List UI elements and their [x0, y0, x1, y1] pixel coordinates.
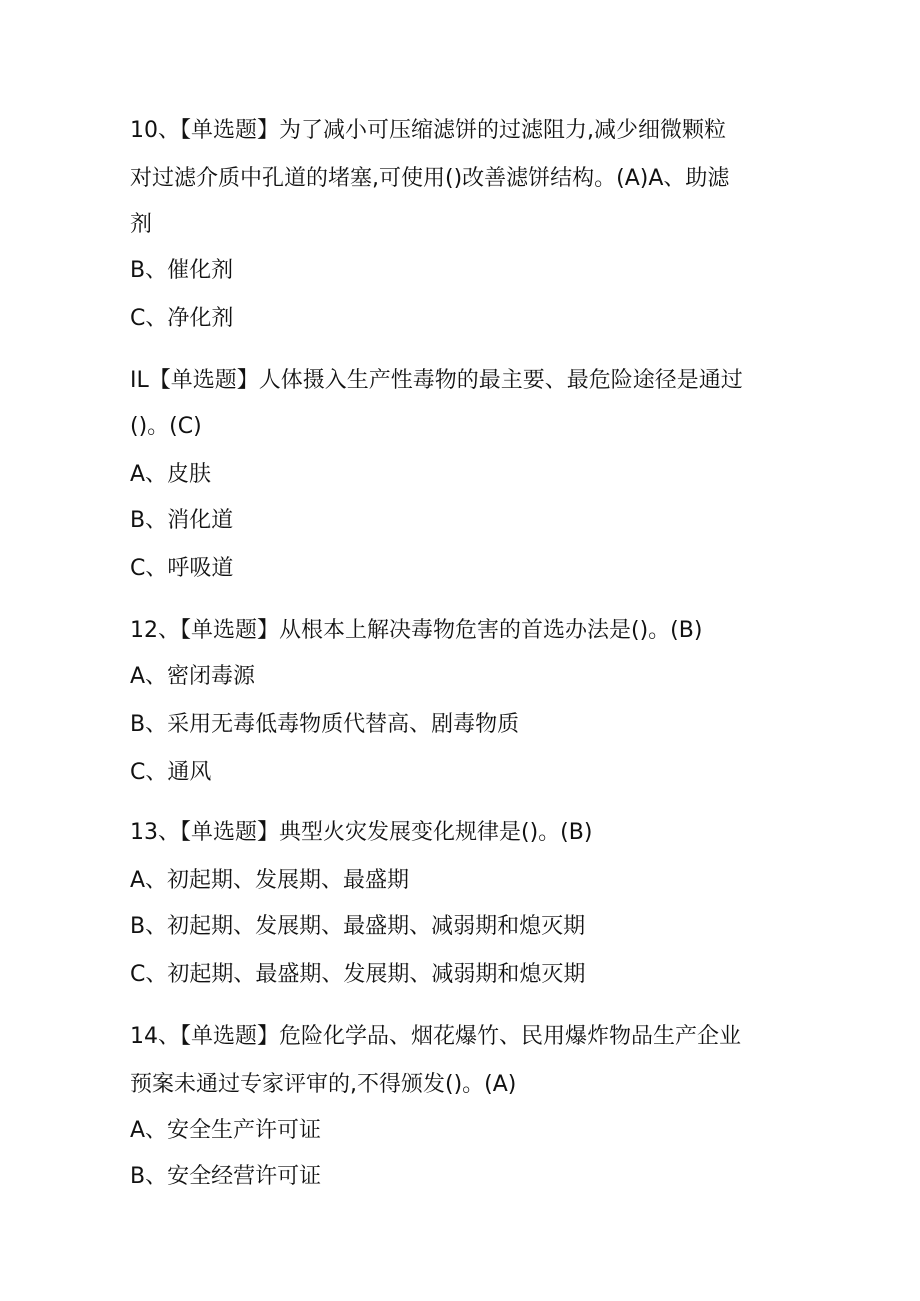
- question-11-option-c: C、呼吸道: [130, 556, 234, 581]
- question-14-stem-line-2: 预案未通过专家评审的,不得颁发()。(A): [130, 1072, 517, 1097]
- question-12-option-b: B、采用无毒低毒物质代替高、剧毒物质: [130, 712, 520, 737]
- question-12-option-a: A、密闭毒源: [130, 664, 256, 689]
- question-10-stem-line-2: 对过滤介质中孔道的堵塞,可使用()改善滤饼结构。(A)A、助滤: [130, 166, 730, 191]
- question-13-option-a: A、初起期、发展期、最盛期: [130, 868, 410, 893]
- question-12-option-c: C、通风: [130, 760, 212, 785]
- question-10-stem-line-1: 10、【单选题】为了减小可压缩滤饼的过滤阻力,减少细微颗粒: [130, 118, 726, 143]
- question-10-option-c: C、净化剂: [130, 306, 234, 331]
- question-14-option-a: A、安全生产许可证: [130, 1118, 322, 1143]
- question-13-option-b: B、初起期、发展期、最盛期、减弱期和熄灭期: [130, 914, 586, 939]
- question-11-stem-line-1: IL【单选题】人体摄入生产性毒物的最主要、最危险途径是通过: [130, 368, 743, 393]
- question-13-stem-line-1: 13、【单选题】典型火灾发展变化规律是()。(B): [130, 820, 593, 845]
- question-14-option-b: B、安全经营许可证: [130, 1164, 322, 1189]
- question-10-option-b: B、催化剂: [130, 258, 234, 283]
- question-14-stem-line-1: 14、【单选题】危险化学品、烟花爆竹、民用爆炸物品生产企业: [130, 1024, 741, 1049]
- question-13-option-c: C、初起期、最盛期、发展期、减弱期和熄灭期: [130, 962, 586, 987]
- question-11-stem-line-2: ()。(C): [130, 414, 202, 439]
- question-10-stem-line-3: 剂: [130, 212, 153, 237]
- question-11-option-b: B、消化道: [130, 508, 234, 533]
- question-11-option-a: A、皮肤: [130, 462, 212, 487]
- question-12-stem-line-1: 12、【单选题】从根本上解决毒物危害的首选办法是()。(B): [130, 618, 703, 643]
